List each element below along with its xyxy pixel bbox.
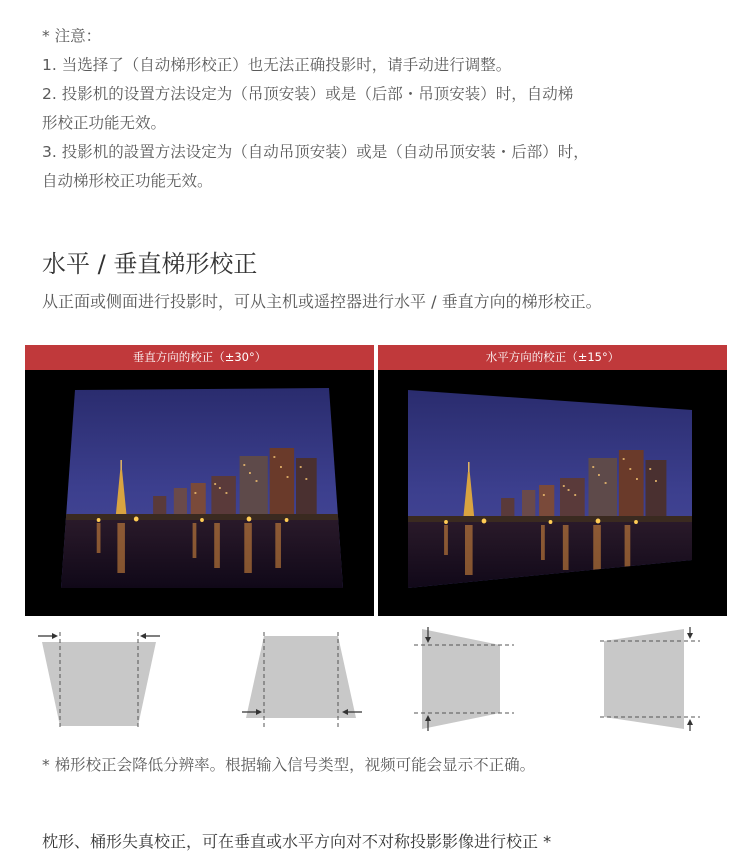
horizontal-keystone-image: [378, 370, 727, 616]
note-line-1: 1. 当选择了（自动梯形校正）也无法正确投影时，请手动进行调整。: [42, 56, 512, 74]
keystone-horizontal-left-narrow-icon: [596, 625, 706, 735]
note-line-3: 形校正功能无效。: [42, 114, 167, 132]
horizontal-keystone-panel: [378, 345, 727, 616]
keystone-vertical-bottom-wide-icon: [240, 628, 370, 733]
footnote: * 梯形校正会降低分辨率。根据输入信号类型，视频可能会显示不正确。: [42, 756, 536, 774]
vertical-keystone-image: [25, 370, 374, 616]
distortion-correction-line: 枕形、桶形失真校正，可在垂直或水平方向对不对称投影影像进行校正 *: [42, 832, 552, 851]
note-line-5: 自动梯形校正功能无效。: [42, 172, 213, 190]
notes-block: [42, 22, 722, 196]
section-title: 水平 / 垂直梯形校正: [42, 250, 258, 278]
section-description: 从正面或侧面进行投影时，可从主机或遥控器进行水平 / 垂直方向的梯形校正。: [42, 292, 602, 311]
horizontal-panel-header: 水平方向的校正（±15°）: [378, 345, 727, 370]
notes-heading: * 注意：: [42, 27, 102, 45]
note-line-2: 2. 投影机的设置方法设定为（吊顶安装）或是（后部・吊顶安装）时，自动梯: [42, 85, 574, 103]
note-line-4: 3. 投影机的設置方法设定为（自动吊顶安装）或是（自动吊顶安装・后部）时，: [42, 143, 589, 161]
vertical-panel-header: 垂直方向的校正（±30°）: [25, 345, 374, 370]
keystone-vertical-top-wide-icon: [34, 628, 164, 733]
vertical-keystone-panel: [25, 345, 374, 616]
keystone-horizontal-right-narrow-icon: [410, 625, 520, 735]
